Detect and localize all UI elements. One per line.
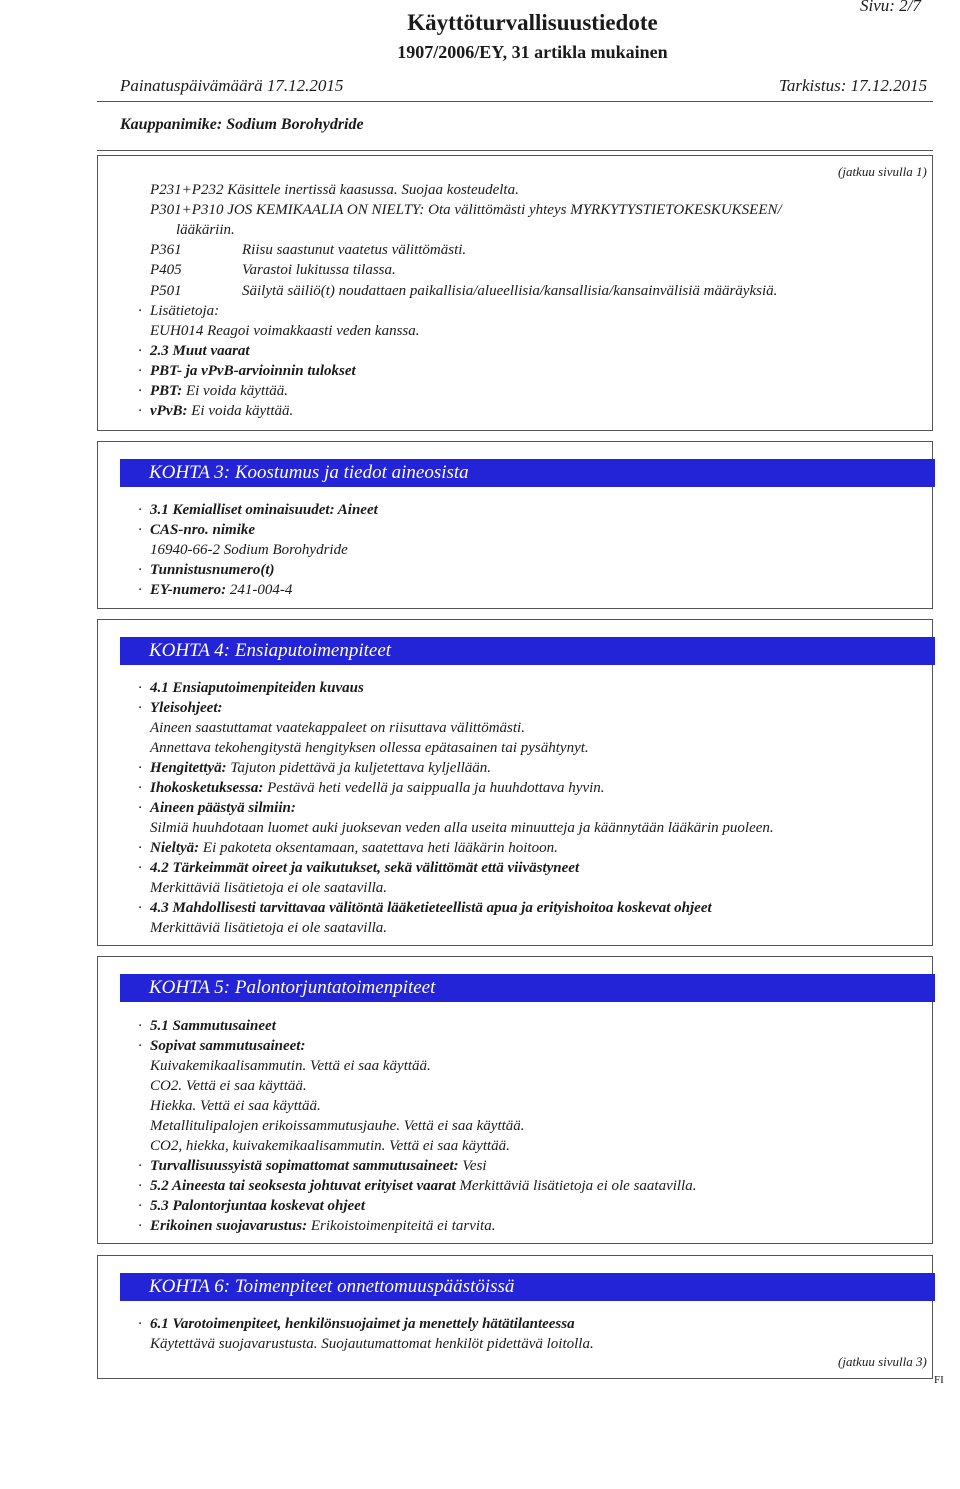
ec-number-label: EY-numero: [150, 582, 227, 598]
precautions-value: Käytettävä suojavarustusta. Suojautumattomat henkilöt pidettävä loitolla. [150, 1336, 594, 1352]
ingestion-value: Ei pakoteta oksentamaan, saatettava heti lääkärin hoitoon. [202, 840, 558, 856]
skin-contact-label: Ihokosketuksessa: [150, 780, 264, 796]
precautions-heading: 6.1 Varotoimenpiteet, henkilönsuojaimet ja menettely hätätilanteessa [150, 1316, 575, 1332]
suitable-media-item: CO2, hiekka, kuivakemikaalisammutin. Vettä ei saa käyttää. [150, 1138, 510, 1154]
general-advice-label: Yleisohjeet: [150, 700, 223, 716]
section-5-heading: KOHTA 5: Palontorjuntatoimenpiteet [120, 974, 935, 1002]
medical-attention-value: Merkittäviä lisätietoja ei ole saatavilla. [150, 920, 388, 936]
pbt-results-heading: PBT- ja vPvB-arvioinnin tulokset [150, 363, 356, 379]
chemical-characterization: 3.1 Kemialliset ominaisuudet: Aineet [150, 502, 378, 518]
skin-contact-value: Pestävä heti vedellä ja saippualla ja huuhdottava hyvin. [267, 780, 605, 796]
cas-label: CAS-nro. nimike [150, 522, 256, 538]
suitable-media-label: Sopivat sammutusaineet: [150, 1038, 306, 1054]
header-rule [97, 101, 933, 102]
trade-name: Kauppanimike: Sodium Borohydride [120, 116, 364, 133]
continued-from: (jatkuu sivulla 1) [838, 164, 927, 179]
p361-code: P361 [150, 242, 182, 258]
other-hazards-heading: 2.3 Muut vaarat [150, 343, 250, 359]
p231-statement: P231+P232 Käsittele inertissä kaasussa. Suojaa kosteudelta. [150, 182, 519, 198]
p405-code: P405 [150, 262, 182, 278]
p501-code: P501 [150, 283, 182, 299]
identification-numbers: Tunnistusnumero(t) [150, 562, 275, 578]
eye-contact-value: Silmiä huuhdotaan luomet auki juoksevan veden alla useita minuutteja ja käännytään lääkärin puoleen. [150, 820, 774, 836]
suitable-media-item: Metallitulipalojen erikoissammutusjauhe. Vettä ei saa käyttää. [150, 1118, 525, 1134]
ingestion-label: Nieltyä: [150, 840, 200, 856]
additional-info-label: Lisätietoja: [150, 303, 220, 319]
protective-equipment-label: Erikoinen suojavarustus: [150, 1218, 308, 1234]
suitable-media-item: CO2. Vettä ei saa käyttää. [150, 1078, 307, 1094]
p405-text: Varastoi lukitussa tilassa. [242, 262, 396, 278]
ec-number-value: 241-004-4 [229, 582, 293, 598]
eye-contact-label: Aineen päästyä silmiin: [150, 800, 296, 816]
cas-value: 16940-66-2 Sodium Borohydride [150, 542, 348, 558]
pbt-label: PBT: [150, 383, 183, 399]
unsuitable-media-value: Vesi [462, 1158, 487, 1174]
document-title: Käyttöturvallisuustiedote [407, 10, 658, 35]
inhalation-label: Hengitettyä: [150, 760, 227, 776]
extinguishing-media-heading: 5.1 Sammutusaineet [150, 1018, 276, 1034]
trade-name-rule [97, 150, 933, 151]
p301-statement: P301+P310 JOS KEMIKAALIA ON NIELTY: Ota välittömästi yhteys MYRKYTYSTIETOKESKUKSEEN/ [150, 202, 782, 218]
general-advice-2: Annettava tekohengitystä hengityksen ollessa epätasainen tai pysähtynyt. [150, 740, 589, 756]
symptoms-value: Merkittäviä lisätietoja ei ole saatavilla. [150, 880, 388, 896]
protective-equipment-value: Erikoistoimenpiteitä ei tarvita. [310, 1218, 496, 1234]
print-date: Painatuspäivämäärä 17.12.2015 [120, 76, 344, 95]
vpvb-label: vPvB: [150, 403, 188, 419]
language-code: FI [934, 1374, 944, 1386]
revision-date: Tarkistus: 17.12.2015 [779, 76, 928, 95]
symptoms-heading: 4.2 Tärkeimmät oireet ja vaikutukset, sekä välittömät että viivästyneet [150, 860, 580, 876]
special-hazards-value: Merkittäviä lisätietoja ei ole saatavilla. [459, 1178, 697, 1194]
p301-statement-continued: lääkäriin. [176, 222, 235, 238]
suitable-media-item: Hiekka. Vettä ei saa käyttää. [150, 1098, 321, 1114]
vpvb-value: Ei voida käyttää. [191, 403, 294, 419]
inhalation-value: Tajuton pidettävä ja kuljetettava kyljellään. [230, 760, 492, 776]
section-6-heading: KOHTA 6: Toimenpiteet onnettomuuspäästöissä [120, 1273, 935, 1301]
continued-on: (jatkuu sivulla 3) [838, 1354, 927, 1369]
pbt-value: Ei voida käyttää. [185, 383, 289, 399]
p501-text: Säilytä säiliö(t) noudattaen paikallisia/alueellisia/kansallisia/kansainvälisiä määräyksiä. [242, 283, 778, 299]
page-number: Sivu: 2/7 [860, 0, 921, 15]
euh014-statement: EUH014 Reagoi voimakkaasti veden kanssa. [150, 323, 420, 339]
p361-text: Riisu saastunut vaatetus välittömästi. [242, 242, 467, 258]
first-aid-description: 4.1 Ensiaputoimenpiteiden kuvaus [150, 680, 364, 696]
section-4-heading: KOHTA 4: Ensiaputoimenpiteet [120, 637, 935, 665]
suitable-media-item: Kuivakemikaalisammutin. Vettä ei saa käyttää. [150, 1058, 431, 1074]
unsuitable-media-label: Turvallisuussyistä sopimattomat sammutusaineet: [150, 1158, 459, 1174]
firefighting-advice-heading: 5.3 Palontorjuntaa koskevat ohjeet [150, 1198, 366, 1214]
document-subtitle: 1907/2006/EY, 31 artikla mukainen [397, 42, 668, 62]
section-3-heading: KOHTA 3: Koostumus ja tiedot aineosista [120, 459, 935, 487]
general-advice-1: Aineen saastuttamat vaatekappaleet on riisuttava välittömästi. [150, 720, 525, 736]
medical-attention-heading: 4.3 Mahdollisesti tarvittavaa välitöntä lääketieteellistä apua ja erityishoitoa koskevat ohjeet [150, 900, 712, 916]
special-hazards-label: 5.2 Aineesta tai seoksesta johtuvat erityiset vaarat [150, 1178, 456, 1194]
